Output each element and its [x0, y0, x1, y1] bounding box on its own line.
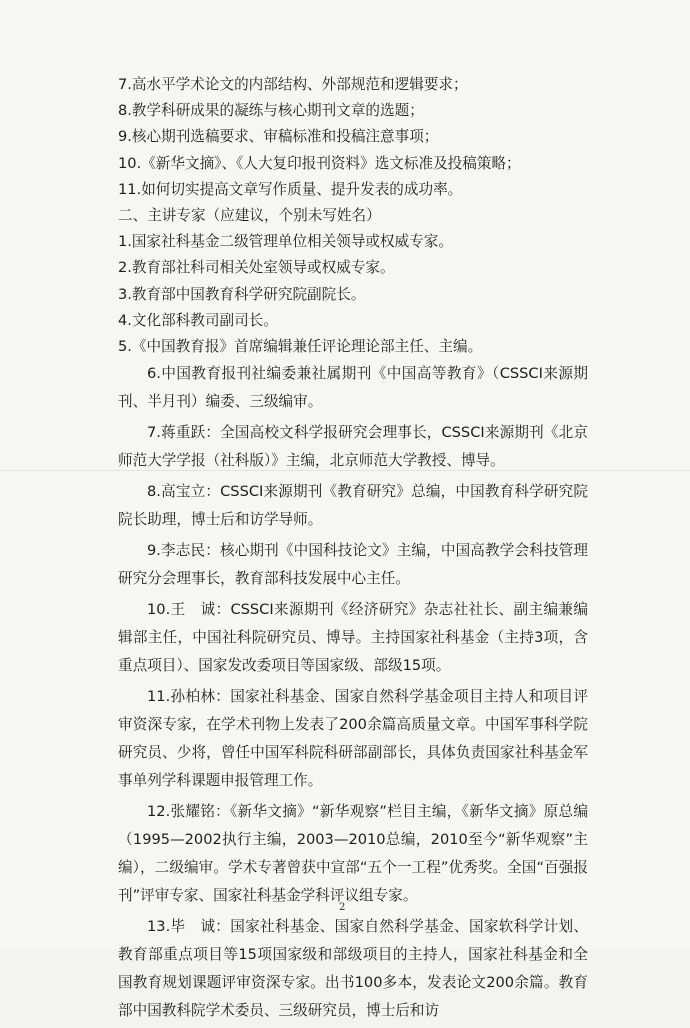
list-item: 10.《新华文摘》、《人大复印报刊资料》选文标准及投稿策略； [118, 154, 521, 172]
expert-paragraph: 11.孙柏林：国家社科基金、国家自然科学基金项目主持人和项目评审资深专家，在学术刊物上发表了200余篇高质量文章。中国军事科学院研究员、少将，曾任中国军科院科研部副部长，具体负责国家社科基金军事单列学科课题申报管理工作。 [118, 688, 588, 790]
expert-paragraph: 12.张耀铭：《新华文摘》“新华观察”栏目主编，《新华文摘》原总编（1995—2002执行主编，2003—2010总编，2010至今“新华观察”主编），二级编审。学术专著曾获中宣部“五个一工程”优秀奖。全国“百强报刊”评审专家、国家社科基金学科评议组专家。 [118, 803, 588, 905]
expert-paragraph: 9.李志民：核心期刊《中国科技论文》主编，中国高教学会科技管理研究分会理事长，教育部科技发展中心主任。 [118, 542, 588, 588]
section-heading: 二、主讲专家（应建议，个别未写姓名） [118, 207, 381, 225]
list-item: 5.《中国教育报》首席编辑兼任评论理论部主任、主编。 [118, 338, 483, 356]
page-number: 2 [339, 902, 346, 913]
expert-paragraph: 10.王 诚：CSSCI来源期刊《经济研究》杂志社社长、副主编兼编辑部主任，中国社科院研究员、博导。主持国家社科基金（主持3项，含重点项目）、国家发改委项目等国家级、部级15项。 [118, 601, 588, 675]
list-item: 4.文化部科教司副司长。 [118, 311, 278, 329]
list-item: 1.国家社科基金二级管理单位相关领导或权威专家。 [118, 233, 453, 251]
expert-paragraph: 7.蒋重跃：全国高校文科学报研究会理事长，CSSCI来源期刊《北京师范大学学报（社科版）》主编，北京师范大学教授、博导。 [118, 424, 588, 470]
document-body [118, 72, 588, 1028]
list-item: 8.教学科研成果的凝练与核心期刊文章的选题； [118, 102, 424, 120]
expert-paragraph: 13.毕 诚：国家社科基金、国家自然科学基金、国家软科学计划、教育部重点项目等15项国家级和部级项目的主持人，国家社科基金和全国教育规划课题评审资深专家。出书100多本，发表论文200余篇。教育部中国教科院学术委员、三级研究员，博士后和访 [118, 918, 588, 1020]
list-item: 2.教育部社科司相关处室领导或权威专家。 [118, 259, 395, 277]
list-item: 7.高水平学术论文的内部结构、外部规范和逻辑要求； [118, 76, 468, 93]
expert-paragraph: 6.中国教育报刊社编委兼社属期刊《中国高等教育》（CSSCI来源期刊、半月刊）编委、三级编审。 [118, 365, 588, 411]
list-item: 11.如何切实提高文章写作质量、提升发表的成功率。 [118, 180, 463, 198]
expert-paragraph: 8.高宝立：CSSCI来源期刊《教育研究》总编，中国教育科学研究院院长助理，博士后和访学导师。 [118, 483, 588, 529]
list-item: 9.核心期刊选稿要求、审稿标准和投稿注意事项； [118, 128, 439, 146]
list-item: 3.教育部中国教育科学研究院副院长。 [118, 285, 366, 303]
